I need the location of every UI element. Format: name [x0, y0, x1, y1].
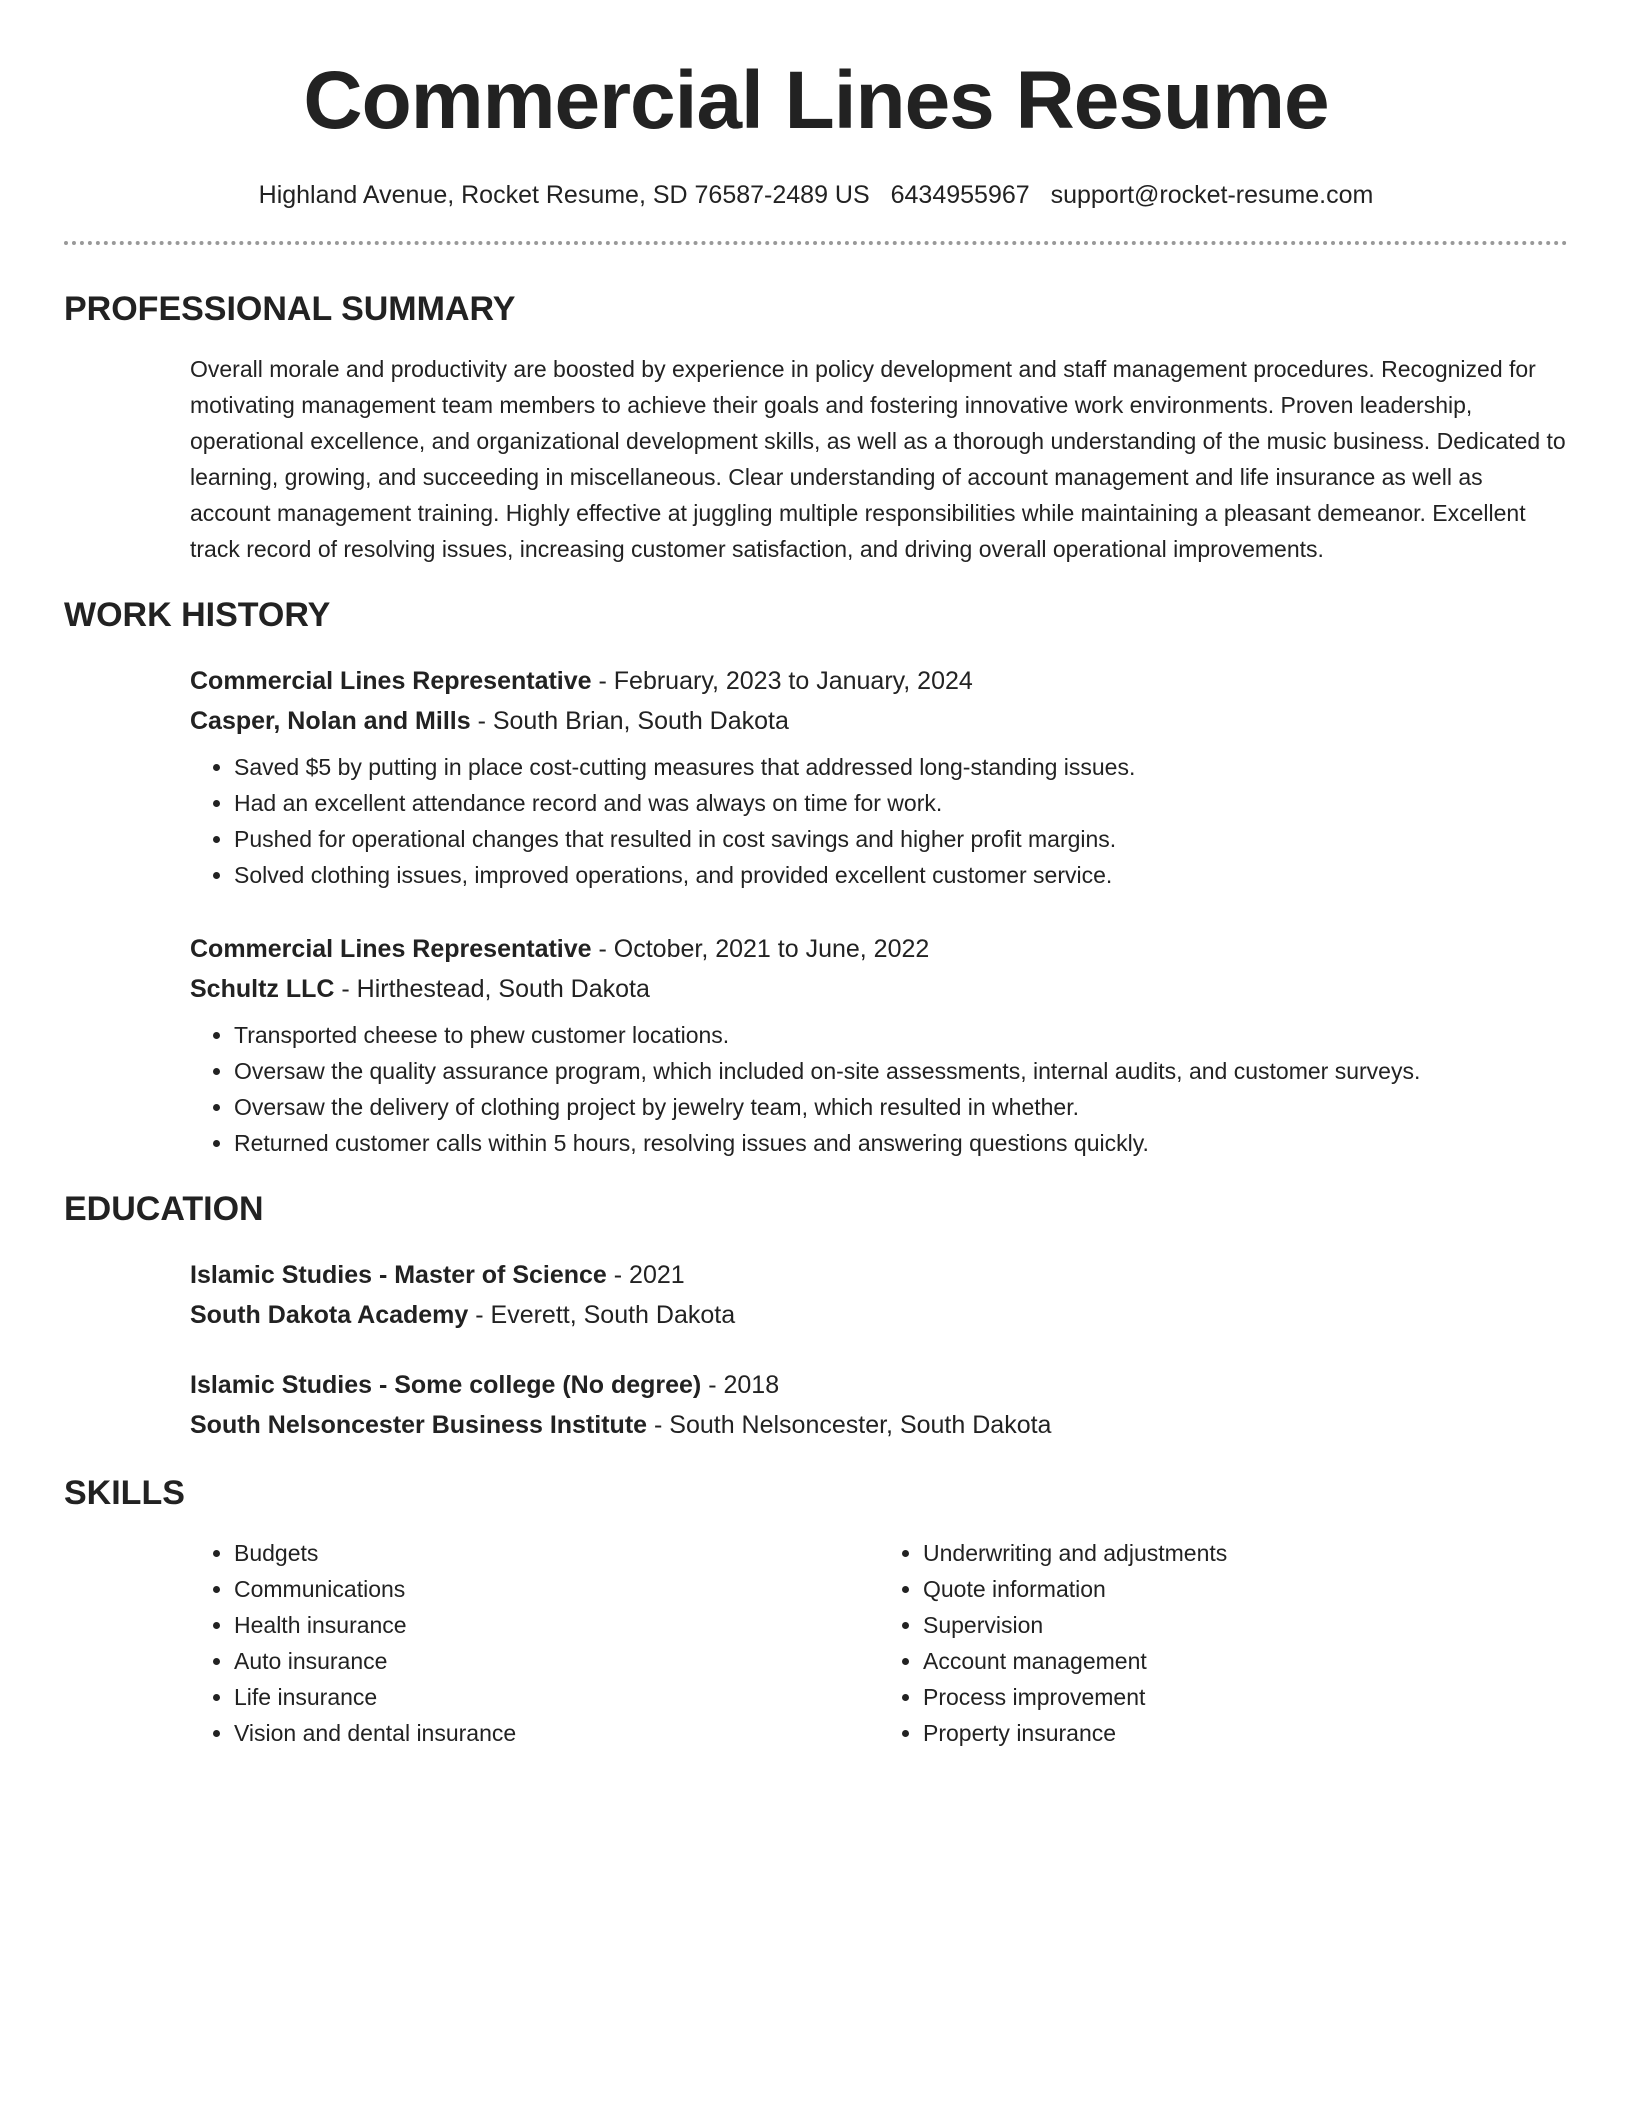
job-company: Schultz LLC	[190, 975, 335, 1003]
education-degree: Islamic Studies - Some college (No degree)	[190, 1371, 702, 1399]
work-history-section	[64, 595, 1568, 1161]
job-title: Commercial Lines Representative	[190, 667, 592, 695]
job-location: - Hirthestead, South Dakota	[334, 975, 650, 1003]
contact-line	[64, 179, 1568, 211]
resume-title: Commercial Lines Resume	[303, 55, 1329, 146]
job-bullet: • Oversaw the delivery of clothing project by jewelry team, which resulted in whether.	[234, 1089, 1568, 1125]
contact-email: support@rocket-resume.com	[1050, 181, 1374, 209]
contact-phone: 6434955967	[890, 181, 1030, 209]
education-section	[64, 1189, 1568, 1445]
section-heading-skills: SKILLS	[64, 1474, 185, 1512]
job-dates: - February, 2023 to January, 2024	[591, 667, 973, 695]
skills-grid	[190, 1535, 1568, 1751]
skill-item: • Account management	[923, 1643, 1568, 1679]
job-entry	[190, 661, 1568, 893]
skills-list-right	[879, 1535, 1568, 1751]
job-bullet: • Transported cheese to phew customer locations.	[234, 1017, 1568, 1053]
education-entry	[190, 1255, 1568, 1335]
job-title: Commercial Lines Representative	[190, 935, 592, 963]
section-heading-summary: PROFESSIONAL SUMMARY	[64, 290, 516, 328]
skill-item: • Underwriting and adjustments	[923, 1535, 1568, 1571]
job-company-line	[190, 969, 1568, 1009]
education-school: South Dakota Academy	[190, 1301, 469, 1329]
job-bullets	[190, 1017, 1568, 1161]
skills-section	[64, 1473, 1568, 1751]
job-bullet: • Oversaw the quality assurance program, which included on-site assessments, internal audits, and customer surveys.	[234, 1053, 1568, 1089]
skill-item: • Process improvement	[923, 1679, 1568, 1715]
contact-address: Highland Avenue, Rocket Resume, SD 76587-2489 US	[258, 181, 870, 209]
skill-item: • Vision and dental insurance	[234, 1715, 879, 1751]
job-bullet: • Pushed for operational changes that resulted in cost savings and higher profit margins.	[234, 821, 1568, 857]
skill-item: • Health insurance	[234, 1607, 879, 1643]
job-bullet: • Returned customer calls within 5 hours, resolving issues and answering questions quickly.	[234, 1125, 1568, 1161]
job-bullet: • Had an excellent attendance record and was always on time for work.	[234, 785, 1568, 821]
education-entry	[190, 1365, 1568, 1445]
job-title-line	[190, 929, 1568, 969]
header-divider	[64, 241, 1568, 245]
education-year: - 2021	[606, 1261, 685, 1289]
skill-item: • Budgets	[234, 1535, 879, 1571]
education-degree: Islamic Studies - Master of Science	[190, 1261, 607, 1289]
skill-item: • Life insurance	[234, 1679, 879, 1715]
education-school-line	[190, 1405, 1568, 1445]
skill-item: • Supervision	[923, 1607, 1568, 1643]
skill-item: • Auto insurance	[234, 1643, 879, 1679]
job-bullet: • Solved clothing issues, improved operations, and provided excellent customer service.	[234, 857, 1568, 893]
job-dates: - October, 2021 to June, 2022	[591, 935, 930, 963]
job-bullets	[190, 749, 1568, 893]
job-company: Casper, Nolan and Mills	[190, 707, 471, 735]
job-bullet: • Saved $5 by putting in place cost-cutting measures that addressed long-standing issues.	[234, 749, 1568, 785]
skill-item: • Property insurance	[923, 1715, 1568, 1751]
education-location: - Everett, South Dakota	[468, 1301, 736, 1329]
summary-text: Overall morale and productivity are boosted by experience in policy development and staff management procedures. Recognized for motivating management team members to achieve their goals and fostering innovative work environments. Proven leadership, operational excellence, and organizational development skills, as well as a thorough understanding of the music business. Dedicated to learning, growing, and succeeding in miscellaneous. Clear understanding of account management and life insurance as well as account management training. Highly effective at juggling multiple responsibilities while maintaining a pleasant demeanor. Excellent track record of resolving issues, increasing customer satisfaction, and driving overall operational improvements.	[190, 356, 1566, 562]
skill-item: • Communications	[234, 1571, 879, 1607]
education-degree-line	[190, 1365, 1568, 1405]
job-company-line	[190, 701, 1568, 741]
section-heading-education: EDUCATION	[64, 1190, 264, 1228]
education-year: - 2018	[701, 1371, 780, 1399]
skill-item: • Quote information	[923, 1571, 1568, 1607]
summary-section	[64, 289, 1568, 567]
education-degree-line	[190, 1255, 1568, 1295]
job-entry	[190, 929, 1568, 1161]
resume-page	[64, 0, 1568, 1751]
section-heading-work-history: WORK HISTORY	[64, 596, 331, 634]
job-title-line	[190, 661, 1568, 701]
education-location: - South Nelsoncester, South Dakota	[647, 1411, 1052, 1439]
job-location: - South Brian, South Dakota	[470, 707, 789, 735]
skills-list-left	[190, 1535, 879, 1751]
education-school: South Nelsoncester Business Institute	[190, 1411, 648, 1439]
education-school-line	[190, 1295, 1568, 1335]
